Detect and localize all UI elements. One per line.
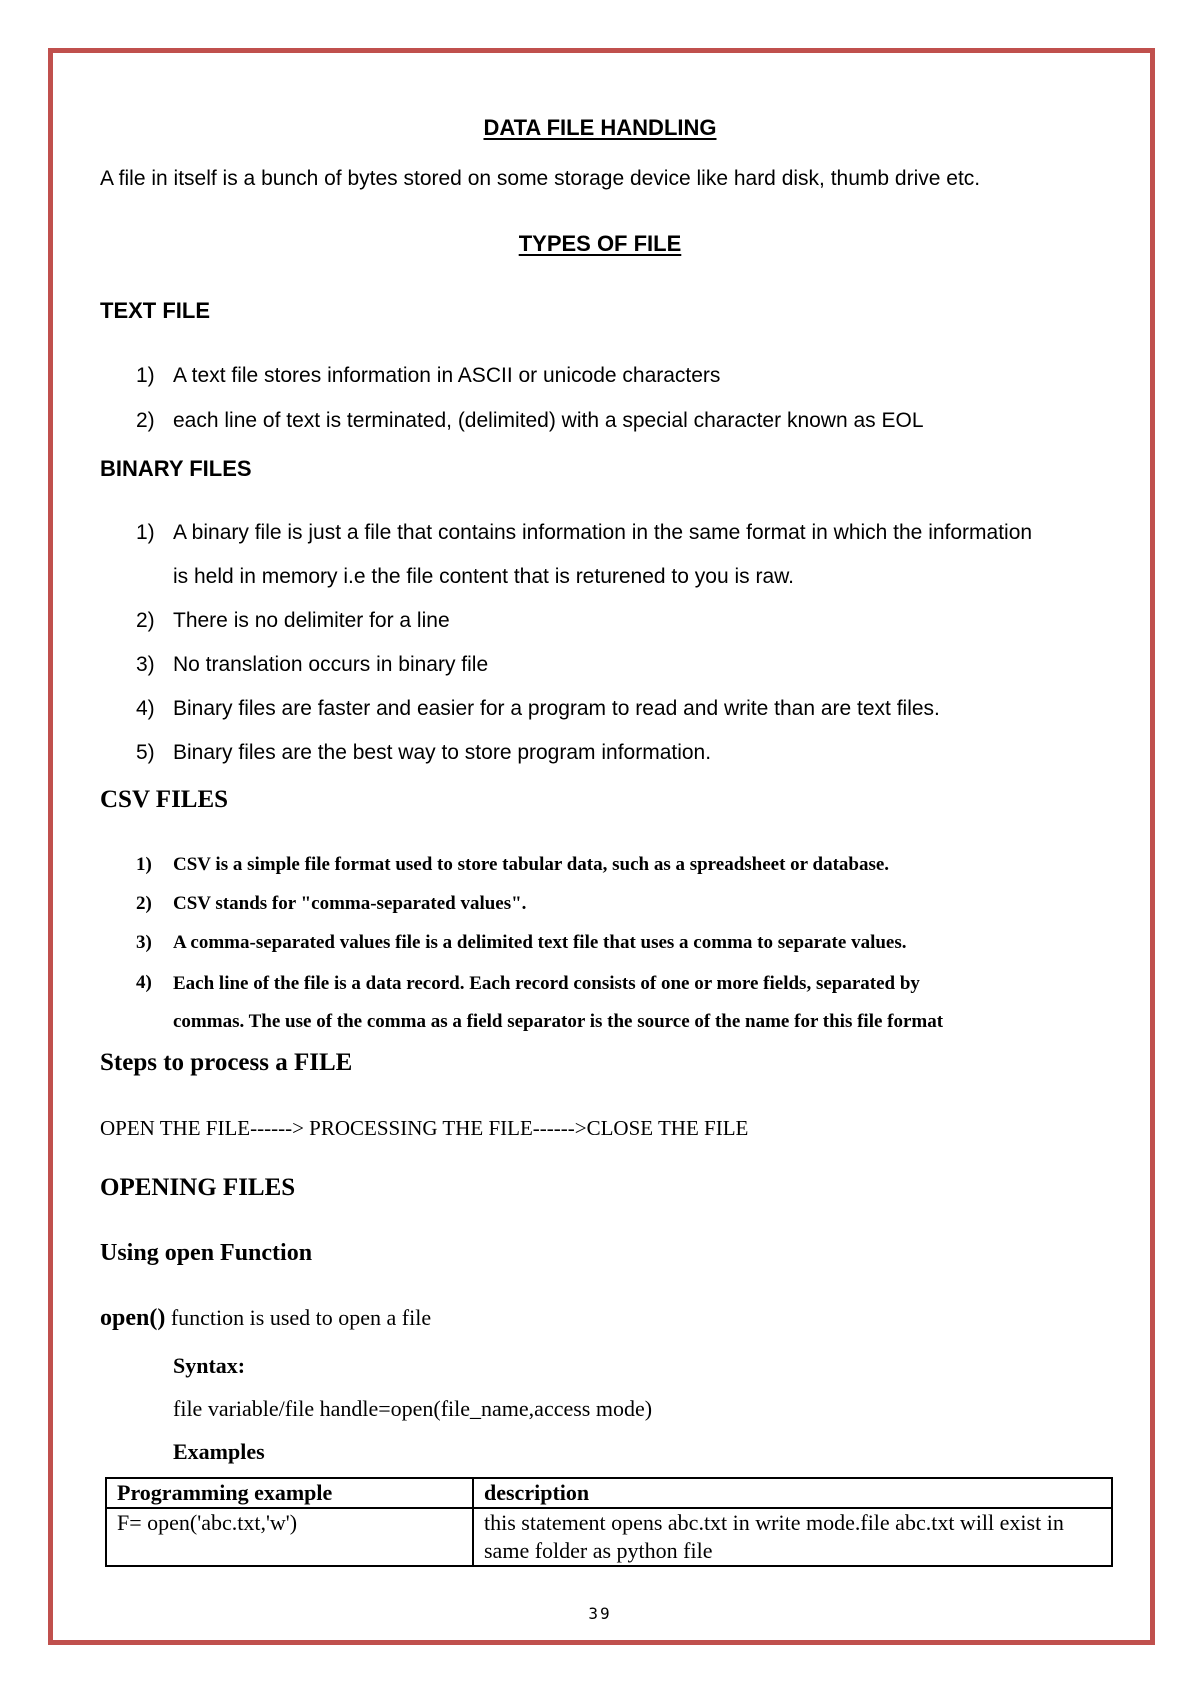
table-row bbox=[106, 1508, 1112, 1566]
list-item: There is no delimiter for a line bbox=[173, 609, 450, 632]
list-number: 5) bbox=[136, 741, 155, 764]
examples-table bbox=[105, 1477, 1113, 1567]
list-item: CSV is a simple file format used to store tabular data, such as a spreadsheet or database. bbox=[173, 854, 890, 875]
open-function-subheading: Using open Function bbox=[100, 1240, 313, 1266]
steps-flow: OPEN THE FILE------> PROCESSING THE FILE------>CLOSE THE FILE bbox=[100, 1116, 749, 1140]
list-item: Each line of the file is a data record. Each record consists of one or more fields, separated by bbox=[173, 973, 920, 994]
list-item: Binary files are faster and easier for a program to read and write than are text files. bbox=[173, 697, 940, 720]
table-header: description bbox=[473, 1478, 1112, 1508]
open-function-description: function is used to open a file bbox=[165, 1305, 432, 1330]
table-header-row bbox=[106, 1478, 1112, 1508]
opening-files-heading: OPENING FILES bbox=[100, 1174, 296, 1201]
list-item-continuation: commas. The use of the comma as a field separator is the source of the name for this file format bbox=[173, 1011, 944, 1032]
text-file-heading: TEXT FILE bbox=[100, 298, 210, 323]
examples-label: Examples bbox=[173, 1439, 265, 1464]
table-cell: F= open('abc.txt,'w') bbox=[106, 1508, 473, 1566]
list-number: 2) bbox=[136, 893, 152, 914]
open-function-name: open() bbox=[100, 1305, 166, 1331]
syntax-line: file variable/file handle=open(file_name,access mode) bbox=[173, 1396, 653, 1421]
list-item: A text file stores information in ASCII or unicode characters bbox=[173, 364, 721, 387]
list-number: 3) bbox=[136, 653, 155, 676]
list-item: Binary files are the best way to store program information. bbox=[173, 741, 712, 764]
intro-paragraph: A file in itself is a bunch of bytes stored on some storage device like hard disk, thumb drive etc. bbox=[100, 167, 981, 190]
list-number: 1) bbox=[136, 521, 155, 544]
list-number: 4) bbox=[136, 697, 155, 720]
list-number: 4) bbox=[136, 972, 152, 993]
list-number: 2) bbox=[136, 609, 155, 632]
list-item: each line of text is terminated, (delimited) with a special character known as EOL bbox=[173, 409, 924, 432]
list-item: A binary file is just a file that contains information in the same format in which the information bbox=[173, 521, 1033, 544]
table-header: Programming example bbox=[106, 1478, 473, 1508]
list-item-continuation: is held in memory i.e the file content that is returened to you is raw. bbox=[173, 565, 794, 588]
binary-files-heading: BINARY FILES bbox=[100, 456, 252, 481]
syntax-label: Syntax: bbox=[173, 1353, 246, 1378]
page-number: 39 bbox=[588, 1604, 612, 1623]
list-number: 3) bbox=[136, 932, 152, 953]
list-number: 1) bbox=[136, 854, 152, 875]
list-item: A comma-separated values file is a delimited text file that uses a comma to separate values. bbox=[173, 932, 907, 953]
list-number: 2) bbox=[136, 409, 155, 432]
document-title: DATA FILE HANDLING bbox=[483, 115, 717, 140]
list-item: No translation occurs in binary file bbox=[173, 653, 489, 676]
table-cell: this statement opens abc.txt in write mode.file abc.txt will exist in same folder as python file bbox=[473, 1508, 1112, 1566]
csv-files-heading: CSV FILES bbox=[100, 786, 229, 813]
types-heading: TYPES OF FILE bbox=[518, 231, 682, 256]
list-number: 1) bbox=[136, 364, 155, 387]
open-function-line bbox=[100, 1305, 431, 1332]
list-item: CSV stands for "comma-separated values". bbox=[173, 893, 527, 914]
steps-heading: Steps to process a FILE bbox=[100, 1049, 353, 1076]
